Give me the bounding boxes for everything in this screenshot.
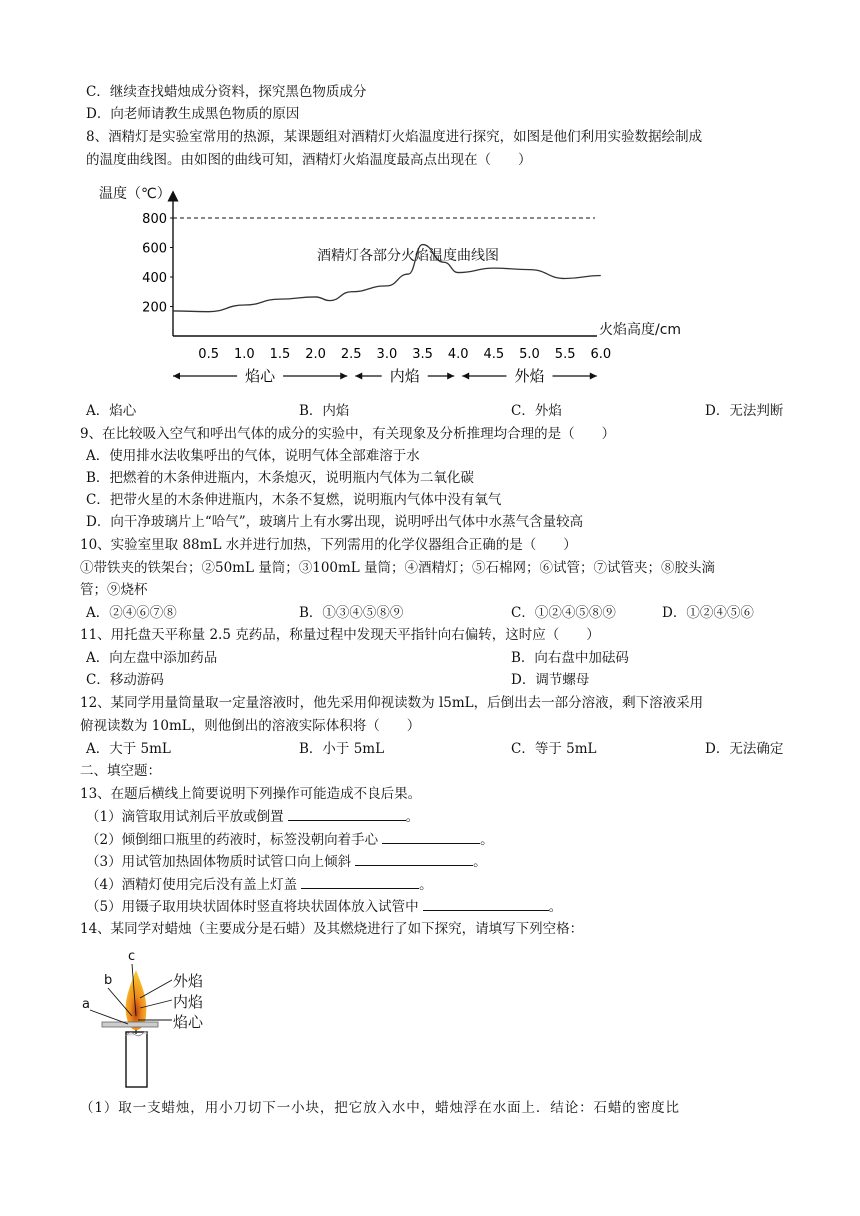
chart-ylabel: 温度（℃） <box>99 186 171 202</box>
wooden-strip <box>102 1022 158 1027</box>
q10-list-line2: 管；⑨烧杯 <box>80 582 148 598</box>
q13-stem: 13、在题后横线上简要说明下列操作可能造成不良后果。 <box>80 786 422 802</box>
label-b: b <box>104 973 113 988</box>
q10-option-a: A．②④⑥⑦⑧ <box>86 605 177 621</box>
q7-option-c: C．继续查找蜡烛成分资料，探究黑色物质成分 <box>86 84 367 100</box>
q8-option-a: A．焰心 <box>86 403 137 419</box>
label-outer-flame: 外焰 <box>173 972 204 990</box>
q13-item-3-text: （3）用试管加热固体物质时试管口向上倾斜 <box>86 854 352 870</box>
region-arrow-head <box>447 373 454 380</box>
q11-stem: 11、用托盘天平称量 2.5 克药品，称量过程中发现天平指针向右偏转，这时应（ ） <box>80 627 600 643</box>
q12-option-d: D．无法确定 <box>705 741 784 757</box>
x-tick-label: 5.5 <box>554 347 576 362</box>
q12-option-b: B．小于 5mL <box>299 741 385 757</box>
q8-option-c: C．外焰 <box>511 403 562 419</box>
region-label: 外焰 <box>514 367 545 385</box>
q13-item-5: （5）用镊子取用块状固体时竖直将块状固体放入试管中 。 <box>86 896 562 917</box>
q13-item-5-text: （5）用镊子取用块状固体时竖直将块状固体放入试管中 <box>86 899 419 915</box>
region-arrow-head <box>590 373 597 380</box>
q12-stem-line2: 俯视读数为 10mL，则他倒出的溶液实际体积将（ ） <box>80 718 421 734</box>
q11-option-b: B．向右盘中加砝码 <box>511 650 629 666</box>
label-a: a <box>82 997 90 1012</box>
chart-title: 酒精灯各部分火焰温度曲线图 <box>317 248 499 264</box>
region-arrow-head <box>355 373 362 380</box>
x-tick-label: 1.5 <box>269 347 291 362</box>
region-arrow-head <box>173 373 180 380</box>
q10-list-line1: ①带铁夹的铁架台；②50mL 量筒；③100mL 量筒；④酒精灯；⑤石棉网；⑥试管；⑦试管夹；⑧胶头滴 <box>80 560 716 576</box>
region-arrow-head <box>462 373 469 380</box>
q9-option-d: D．向干净玻璃片上“哈气”，玻璃片上有水雾出现，说明呼出气体中水蒸气含量较高 <box>86 514 584 530</box>
q13-item-4: （4）酒精灯使用完后没有盖上灯盖 。 <box>86 874 433 895</box>
q8-option-d: D．无法判断 <box>705 403 784 419</box>
x-tick-label: 2.0 <box>305 347 326 362</box>
x-tick-label: 3.5 <box>412 347 433 362</box>
flame-temperature-chart <box>85 176 705 392</box>
y-tick-label: 600 <box>142 241 167 257</box>
section-fill-in-heading: 二、填空题： <box>80 763 161 779</box>
q13-blank-2[interactable] <box>382 829 480 844</box>
q13-item-4-text: （4）酒精灯使用完后没有盖上灯盖 <box>86 877 298 893</box>
y-tick-label: 800 <box>142 212 167 227</box>
x-tick-label: 5.0 <box>519 347 540 362</box>
q9-option-c: C．把带火星的木条伸进瓶内，木条不复燃，说明瓶内气体中没有氧气 <box>86 492 502 508</box>
q10-stem: 10、实验室里取 88mL 水并进行加热，下列需用的化学仪器组合正确的是（ ） <box>80 537 577 553</box>
q11-option-a: A．向左盘中添加药品 <box>86 650 218 666</box>
q8-stem-line1: 8、酒精灯是实验室常用的热源，某课题组对酒精灯火焰温度进行探究，如图是他们利用实验数据绘制成 <box>86 129 703 145</box>
x-tick-label: 3.0 <box>376 347 398 362</box>
q13-blank-5[interactable] <box>423 896 549 911</box>
q11-option-c: C．移动游码 <box>86 672 164 688</box>
y-tick-label: 400 <box>142 271 167 286</box>
q13-item-2: （2）倾倒细口瓶里的药液时，标签没朝向着手心 。 <box>86 829 494 850</box>
x-tick-label: 2.5 <box>340 347 362 362</box>
q13-blank-1[interactable] <box>288 806 406 821</box>
region-label: 焰心 <box>245 367 276 385</box>
q9-option-b: B．把燃着的木条伸进瓶内，木条熄灭，说明瓶内气体为二氧化碳 <box>86 470 474 486</box>
q7-option-d: D．向老师请教生成黑色物质的原因 <box>86 106 300 122</box>
q14-item-1: （1）取一支蜡烛，用小刀切下一小块，把它放入水中，蜡烛浮在水面上．结论：石蜡的密度比 <box>80 1100 680 1116</box>
q10-option-c: C．①②④⑤⑧⑨ <box>511 605 616 621</box>
x-tick-label: 6.0 <box>590 347 612 362</box>
q13-blank-4[interactable] <box>301 874 419 889</box>
q10-option-d: D．①②④⑤⑥ <box>662 605 754 621</box>
y-tick-label: 200 <box>142 300 167 316</box>
q13-item-1: （1）滴管取用试剂后平放或倒置 。 <box>86 806 419 827</box>
chart-xlabel: 火焰高度/cm <box>599 322 682 338</box>
q13-item-2-text: （2）倾倒细口瓶里的药液时，标签没朝向着手心 <box>86 832 379 848</box>
q11-option-d: D．调节螺母 <box>511 672 590 688</box>
q12-stem-line1: 12、某同学用量筒量取一定量溶液时，他先采用仰视读数为 l5mL，后倒出去一部分溶液，剩下溶液采用 <box>80 695 704 711</box>
label-inner-flame: 内焰 <box>173 993 204 1011</box>
candle-flame-figure <box>80 944 230 1089</box>
region-label: 内焰 <box>389 367 420 385</box>
x-tick-label: 4.5 <box>483 347 505 362</box>
q9-option-a: A．使用排水法收集呼出的气体，说明气体全部难溶于水 <box>86 448 420 464</box>
region-arrow-head <box>340 373 347 380</box>
q8-stem-line2: 的温度曲线图。由如图的曲线可知，酒精灯火焰温度最高点出现在（ ） <box>86 152 532 168</box>
q12-option-c: C．等于 5mL <box>511 741 597 757</box>
candle-body <box>126 1032 147 1087</box>
q13-item-3: （3）用试管加热固体物质时试管口向上倾斜 。 <box>86 851 487 872</box>
q14-stem: 14、某同学对蜡烛（主要成分是石蜡）及其燃烧进行了如下探究，请填写下列空格： <box>80 921 584 937</box>
q10-option-b: B．①③④⑤⑧⑨ <box>299 605 404 621</box>
x-tick-label: 1.0 <box>233 347 255 362</box>
q13-item-1-text: （1）滴管取用试剂后平放或倒置 <box>86 809 284 825</box>
q9-stem: 9、在比较吸入空气和呼出气体的成分的实验中，有关现象及分析推理均合理的是（ ） <box>80 426 616 442</box>
label-flame-core: 焰心 <box>173 1013 204 1031</box>
q8-option-b: B．内焰 <box>299 403 350 419</box>
q12-option-a: A．大于 5mL <box>86 741 171 757</box>
label-c: c <box>128 949 136 964</box>
x-tick-label: 4.0 <box>447 347 469 362</box>
x-tick-label: 0.5 <box>198 347 219 362</box>
candle-flame <box>126 970 147 1030</box>
q13-blank-3[interactable] <box>355 851 473 866</box>
